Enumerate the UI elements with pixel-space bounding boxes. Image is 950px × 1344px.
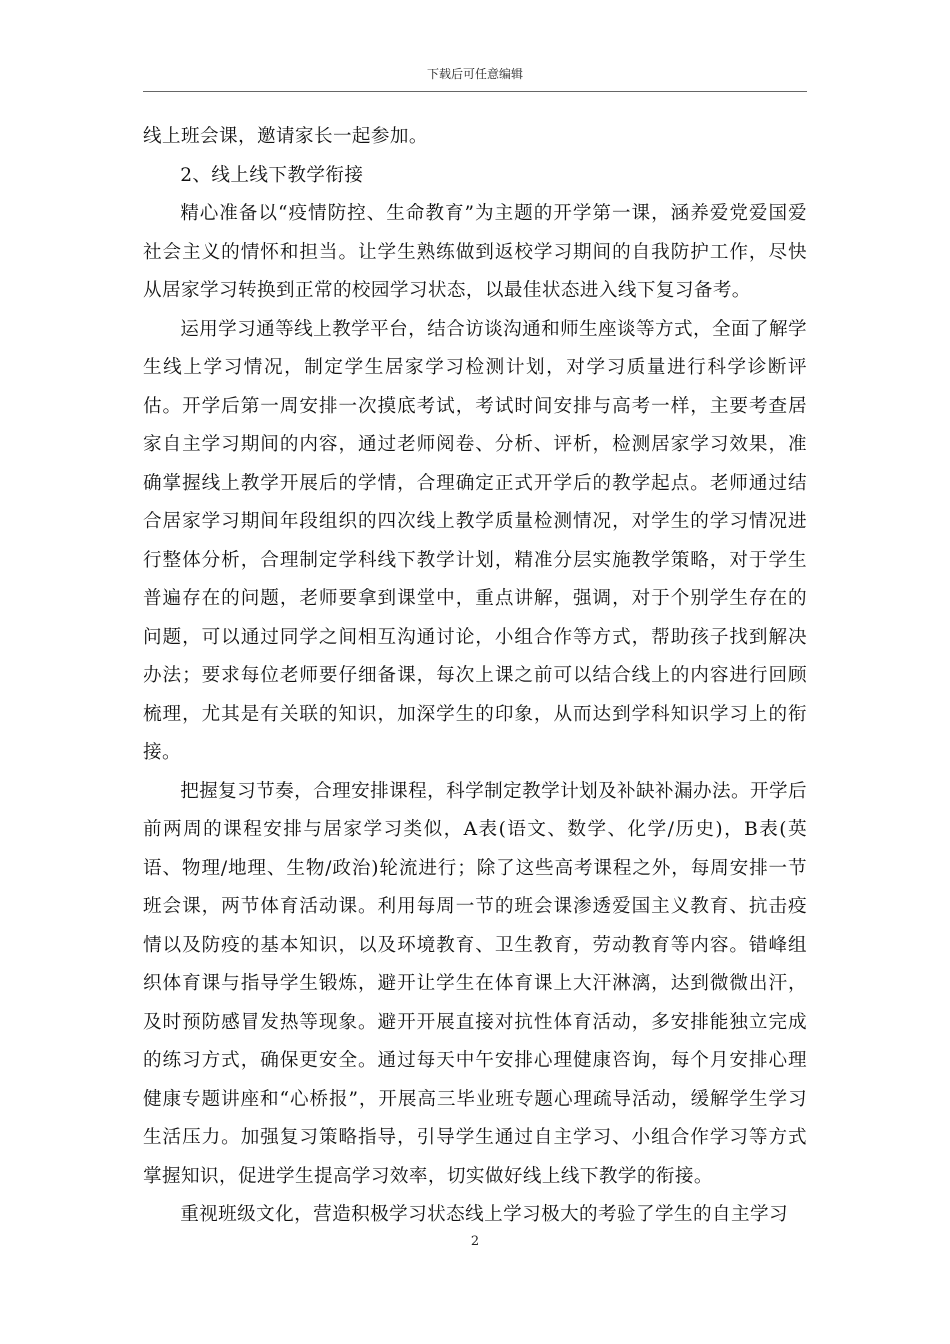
section-heading: 2、线上线下教学衔接 (180, 164, 364, 186)
page-header: 下载后可任意编辑 (426, 67, 523, 81)
paragraph: 重视班级文化，营造积极学习状态线上学习极大的考验了学生的自主学习 (180, 1204, 788, 1225)
header-divider (143, 91, 807, 92)
document-body (143, 118, 807, 1235)
paragraph: 运用学习通等线上教学平台，结合访谈沟通和师生座谈等方式，全面了解学生线上学习情况，制定学生居家学习检测计划，对学习质量进行科学诊断评估。开学后第一周安排一次摸底考试，考试时间安排与高考一样，主要考查居家自主学习期间的内容，通过老师阅卷、分析、评析，检测居家学习效果，准确掌握线上教学开展后的学情，合理确定正式开学后的教学起点。老师通过结合居家学习期间年段组织的四次线上教学质量检测情况，对学生的学习情况进行整体分析，合理制定学科线下教学计划，精准分层实施教学策略，对于学生普遍存在的问题，老师要拿到课堂中，重点讲解，强调，对于个别学生存在的问题，可以通过同学之间相互沟通讨论，小组合作等方式，帮助孩子找到解决办法；要求每位老师要仔细备课，每次上课之前可以结合线上的内容进行回顾梳理，尤其是有关联的知识，加深学生的印象，从而达到学科知识学习上的衔接。 (143, 318, 807, 763)
page-number: 2 (470, 1234, 480, 1249)
paragraph: 把握复习节奏，合理安排课程，科学制定教学计划及补缺补漏办法。开学后前两周的课程安排与居家学习类似，A表(语文、数学、化学/历史)，B表(英语、物理/地理、生物/政治)轮流进行；除了这些高考课程之外，每周安排一节班会课，两节体育活动课。利用每周一节的班会课渗透爱国主义教育、抗击疫情以及防疫的基本知识，以及环境教育、卫生教育，劳动教育等内容。错峰组织体育课与指导学生锻炼，避开让学生在体育课上大汗淋漓，达到微微出汗，及时预防感冒发热等现象。避开开展直接对抗性体育活动，多安排能独立完成的练习方式，确保更安全。通过每天中午安排心理健康咨询，每个月安排心理健康专题讲座和“心桥报”，开展高三毕业班专题心理疏导活动，缓解学生学习生活压力。加强复习策略指导，引导学生通过自主学习、小组合作学习等方式掌握知识，促进学生提高学习效率，切实做好线上线下教学的衔接。 (143, 780, 807, 1187)
paragraph-continuation: 线上班会课，邀请家长一起参加。 (143, 126, 428, 147)
paragraph: 精心准备以“疫情防控、生命教育”为主题的开学第一课，涵养爱党爱国爱社会主义的情怀和担当。让学生熟练做到返校学习期间的自我防护工作，尽快从居家学习转换到正常的校园学习状态，以最佳状态进入线下复习备考。 (143, 203, 807, 301)
